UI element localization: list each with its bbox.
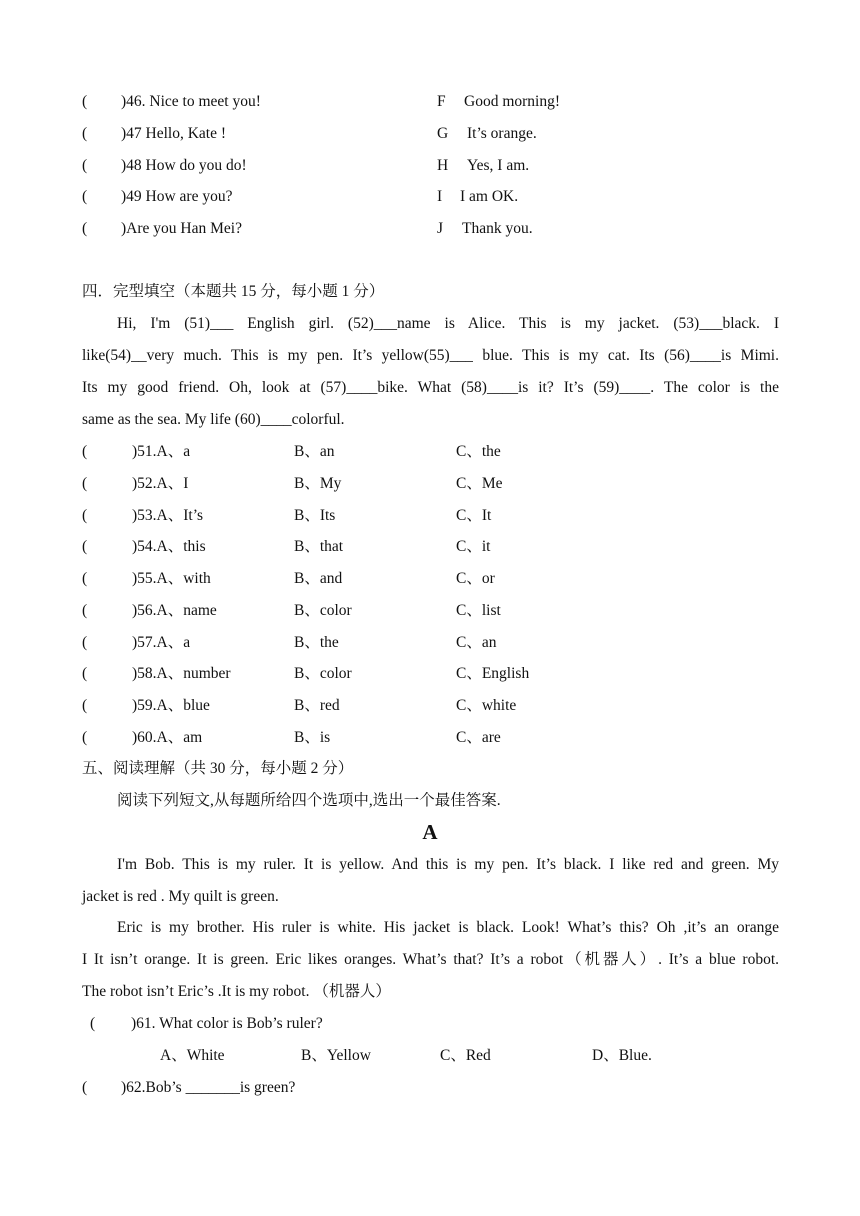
option-a: )59.A、blue	[132, 697, 210, 714]
matching-question: )46. Nice to meet you!	[121, 93, 261, 110]
matching-question: )49 How are you?	[121, 188, 233, 205]
matching-letter: I	[437, 188, 443, 205]
matching-question: )47 Hello, Kate !	[121, 125, 227, 142]
option-a: )51.A、a	[132, 443, 191, 460]
answer-paren: (	[82, 220, 88, 237]
passage-line: Eric is my brother. His ruler is white. His jacket is black. Look! What’s this? Oh ,it’s an orange	[117, 919, 779, 936]
answer-paren: (	[90, 1015, 96, 1032]
option-c: C、Me	[456, 475, 503, 492]
section-heading: 四．完型填空（本题共 15 分，每小题 1 分）	[82, 283, 385, 300]
option-c: C、Red	[440, 1047, 491, 1064]
option-a: )54.A、this	[132, 538, 206, 555]
matching-answer: It’s orange.	[467, 125, 537, 142]
matching-question: )Are you Han Mei?	[121, 220, 242, 237]
option-c: C、are	[456, 729, 501, 746]
option-b: B、an	[294, 443, 335, 460]
option-c: C、it	[456, 538, 491, 555]
option-c: C、English	[456, 665, 530, 682]
option-b: B、the	[294, 634, 339, 651]
option-c: C、an	[456, 634, 497, 651]
option-a: )53.A、It’s	[132, 507, 204, 524]
answer-paren: (	[82, 570, 88, 587]
option-b: B、Yellow	[301, 1047, 371, 1064]
answer-paren: (	[82, 665, 88, 682]
option-b: B、color	[294, 665, 352, 682]
option-c: C、white	[456, 697, 517, 714]
passage-line: like(54)__very much. This is my pen. It’s yellow(55)___ blue. This is my cat. Its (56)____is Mimi.	[82, 347, 779, 364]
option-b: B、color	[294, 602, 352, 619]
answer-paren: (	[82, 443, 88, 460]
option-b: B、is	[294, 729, 331, 746]
matching-letter: G	[437, 125, 449, 142]
option-d: D、Blue.	[592, 1047, 652, 1064]
option-c: C、list	[456, 602, 501, 619]
answer-paren: (	[82, 697, 88, 714]
option-b: B、Its	[294, 507, 336, 524]
passage-line: I It isn’t orange. It is green. Eric likes oranges. What’s that? It’s a robot（机器人）. It’s a blue robot.	[82, 951, 779, 968]
answer-paren: (	[82, 507, 88, 524]
question-text: )62.Bob’s _______is green?	[121, 1079, 296, 1096]
option-b: B、My	[294, 475, 342, 492]
option-a: A、White	[160, 1047, 225, 1064]
option-c: C、the	[456, 443, 501, 460]
answer-paren: (	[82, 93, 88, 110]
passage-line: The robot isn’t Eric’s .It is my robot. （机器人）	[82, 983, 391, 1000]
passage-line: I'm Bob. This is my ruler. It is yellow. And this is my pen. It’s black. I like red and green. My	[117, 856, 779, 873]
option-a: )57.A、a	[132, 634, 191, 651]
matching-answer: I am OK.	[460, 188, 519, 205]
answer-paren: (	[82, 538, 88, 555]
section-heading: 五、阅读理解（共 30 分，每小题 2 分）	[82, 760, 354, 777]
answer-paren: (	[82, 729, 88, 746]
matching-answer: Thank you.	[462, 220, 533, 237]
matching-question: )48 How do you do!	[121, 157, 247, 174]
matching-letter: J	[437, 220, 444, 237]
matching-answer: Good morning!	[464, 93, 561, 110]
matching-letter: H	[437, 157, 449, 174]
passage-line: Hi, I'm (51)___ English girl. (52)___name is Alice. This is my jacket. (53)___black. I	[117, 315, 779, 332]
matching-letter: F	[437, 93, 446, 110]
passage-line: Its my good friend. Oh, look at (57)____bike. What (58)____is it? It’s (59)____. The color is the	[82, 379, 779, 396]
option-a: )55.A、with	[132, 570, 211, 587]
option-b: B、that	[294, 538, 344, 555]
instruction: 阅读下列短文,从每题所给四个选项中,选出一个最佳答案.	[117, 792, 501, 809]
option-a: )58.A、number	[132, 665, 231, 682]
answer-paren: (	[82, 475, 88, 492]
option-a: )52.A、I	[132, 475, 189, 492]
matching-answer: Yes, I am.	[467, 157, 530, 174]
answer-paren: (	[82, 188, 88, 205]
option-a: )56.A、name	[132, 602, 217, 619]
passage-line: same as the sea. My life (60)____colorful.	[82, 411, 345, 428]
passage-line: jacket is red . My quilt is green.	[82, 888, 279, 905]
option-a: )60.A、am	[132, 729, 203, 746]
answer-paren: (	[82, 634, 88, 651]
answer-paren: (	[82, 1079, 88, 1096]
passage-title: A	[422, 820, 438, 844]
question-text: )61. What color is Bob’s ruler?	[131, 1015, 323, 1032]
option-c: C、or	[456, 570, 495, 587]
option-b: B、red	[294, 697, 340, 714]
option-b: B、and	[294, 570, 343, 587]
option-c: C、It	[456, 507, 492, 524]
answer-paren: (	[82, 157, 88, 174]
answer-paren: (	[82, 125, 88, 142]
answer-paren: (	[82, 602, 88, 619]
